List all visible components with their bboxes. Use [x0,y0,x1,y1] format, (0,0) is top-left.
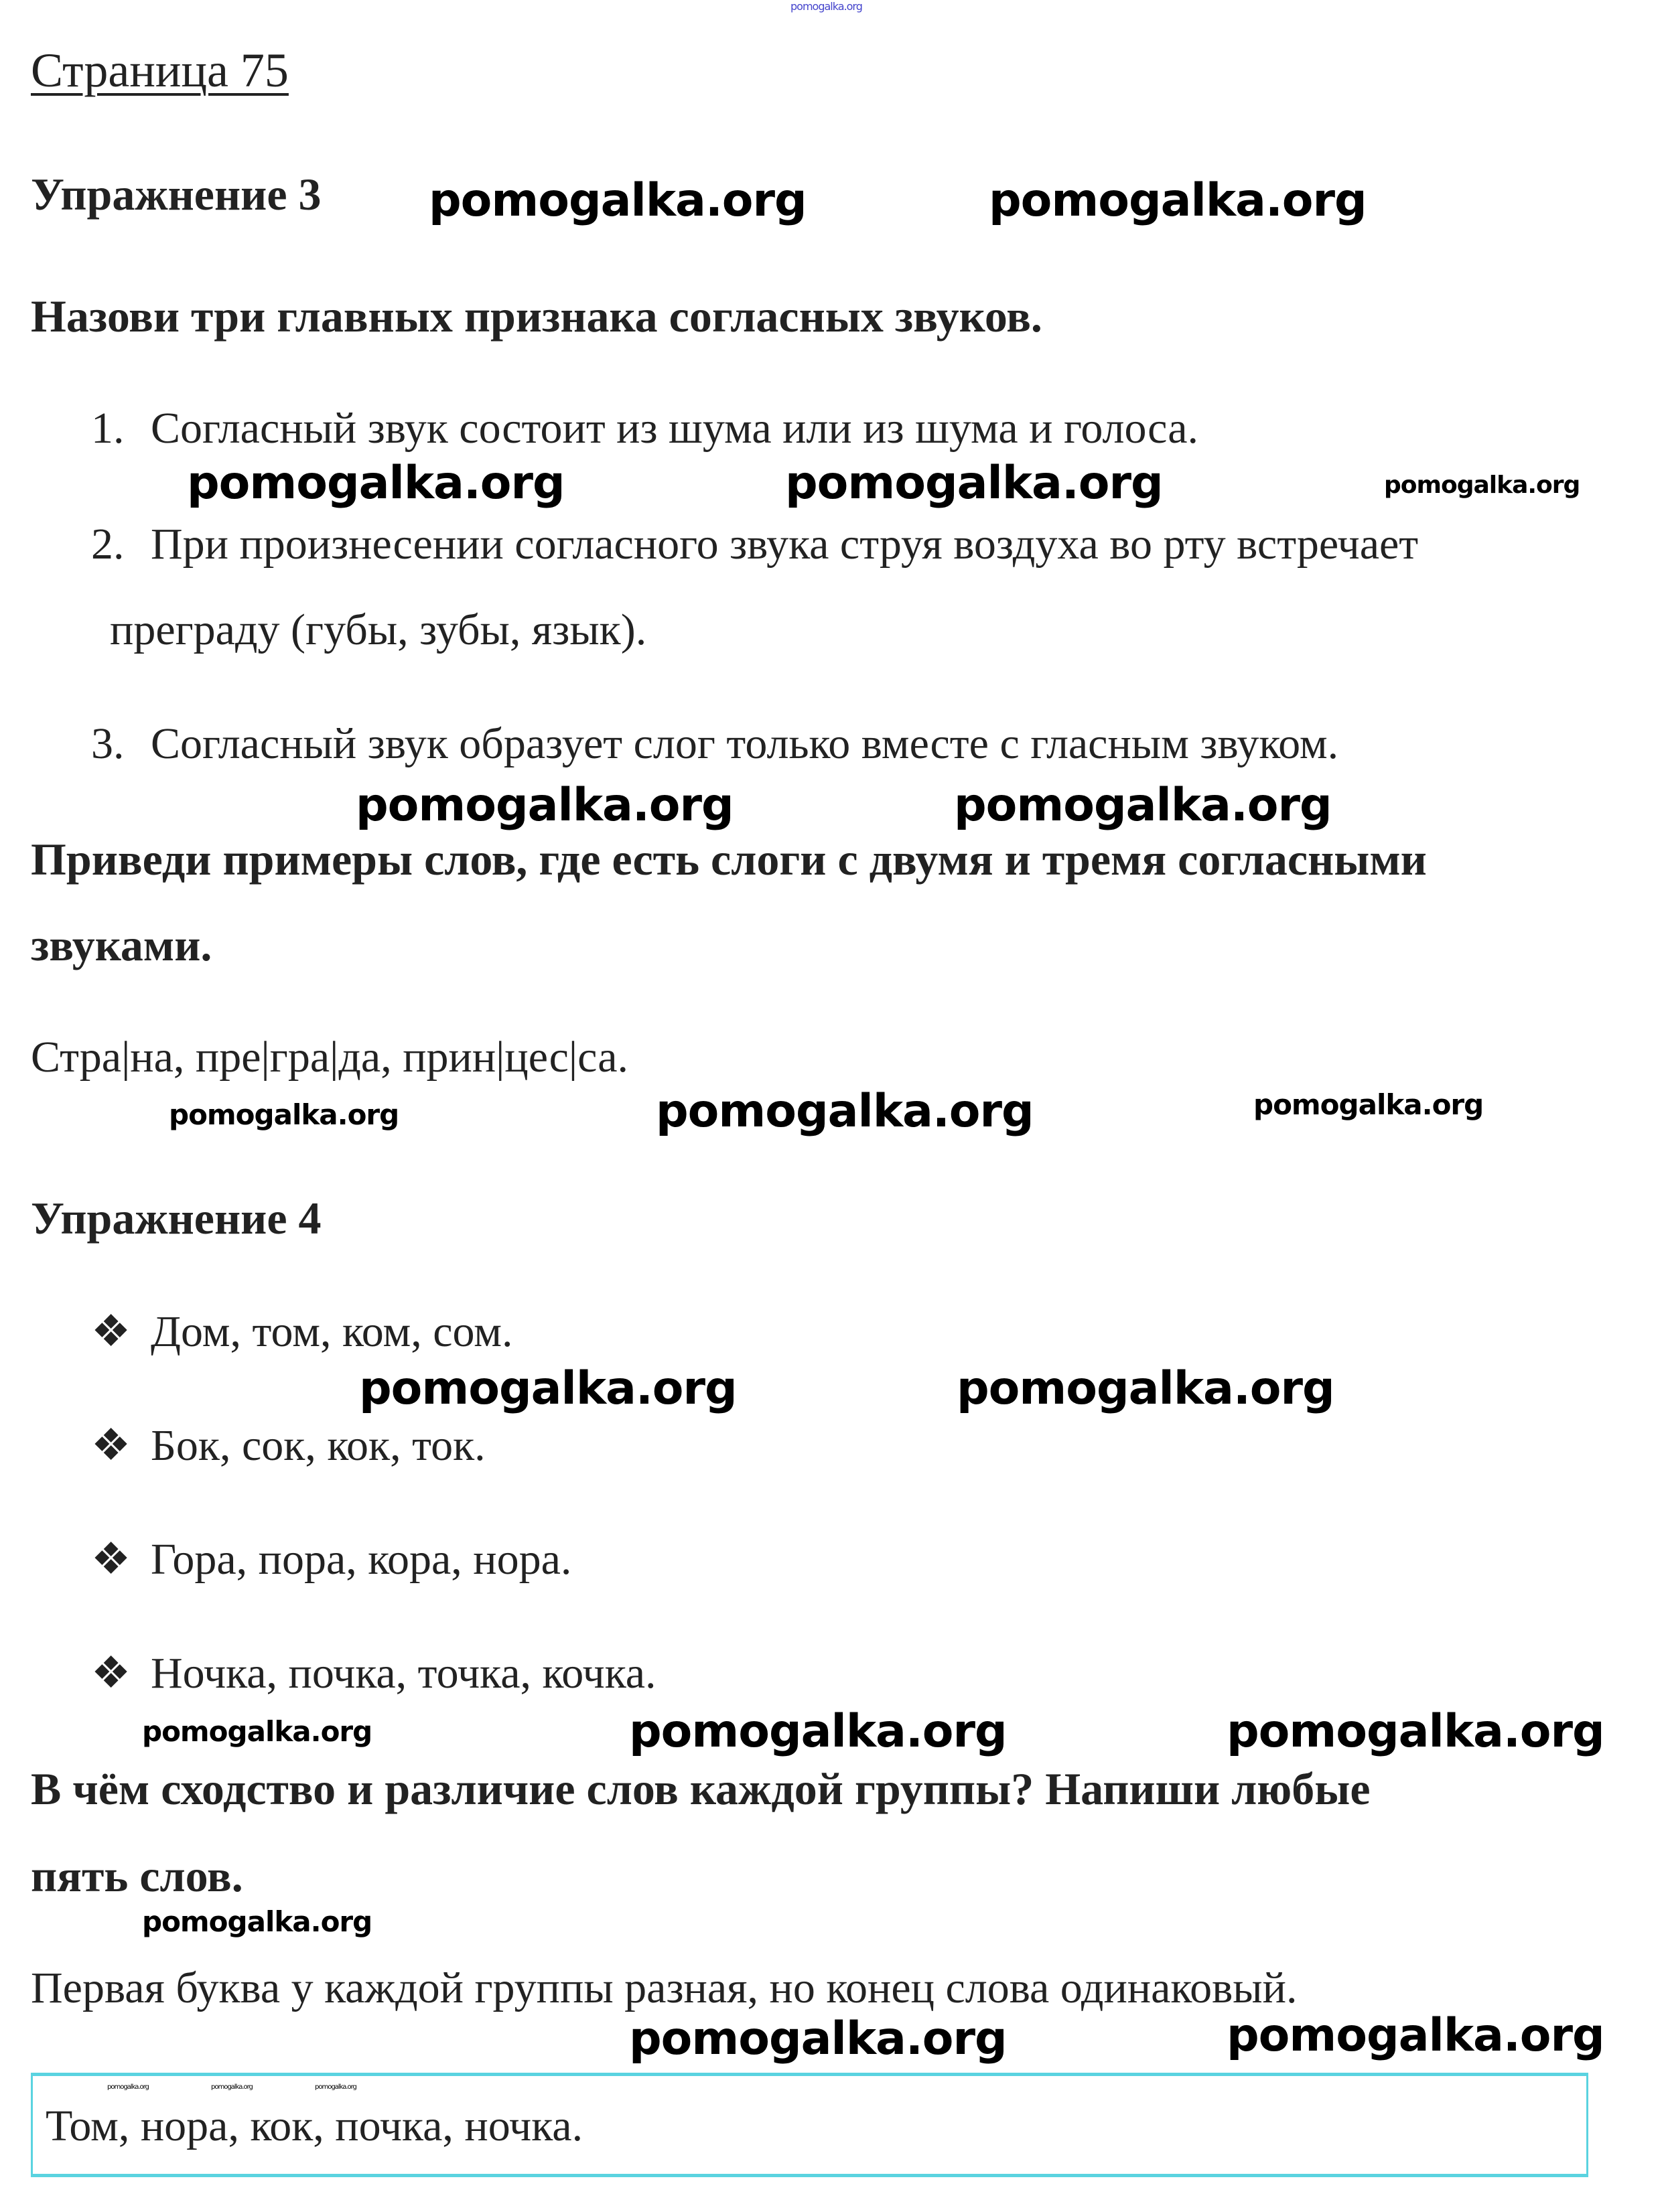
watermark: pomogalka.org [1227,2009,1604,2062]
exercise-3-question-2: Приведи примеры слов, где есть слоги с двумя и тремя согласными [31,834,1427,885]
list-item: Ночка, почка, точка, кочка. [151,1649,656,1698]
watermark: pomogalka.org [1384,471,1580,499]
exercise-4-heading: Упражнение 4 [31,1193,322,1244]
boxed-answer: Том, нора, кок, почка, ночка. [46,2102,583,2150]
watermark: pomogalka.org [356,779,734,832]
watermark: pomogalka.org [142,1905,372,1938]
watermark: pomogalka.org [359,1362,737,1415]
watermark: pomogalka.org [656,1085,1034,1138]
watermark: pomogalka.org [954,779,1332,832]
watermark: pomogalka.org [1253,1088,1484,1121]
watermark: pomogalka.org [629,1705,1007,1758]
list-item: Дом, том, ком, сом. [151,1307,513,1356]
exercise-4-question-cont: пять слов. [31,1850,243,1901]
list-item: Согласный звук состоит из шума или из шума и голоса. [151,404,1198,453]
watermark: pomogalka.org [957,1362,1334,1415]
watermark: pomogalka.org [989,174,1367,227]
exercise-3-question-2-cont: звуками. [31,919,212,970]
watermark: pomogalka.org [107,2083,149,2091]
bullet-icon: ❖ [91,1649,131,1698]
watermark: pomogalka.org [629,2012,1007,2065]
exercise-3-answer: Стра|на, пре|гра|да, прин|цес|са. [31,1033,629,1082]
watermark: pomogalka.org [429,174,807,227]
watermark: pomogalka.org [1227,1705,1604,1758]
list-item-number: 2. [91,520,125,569]
watermark: pomogalka.org [211,2083,253,2091]
watermark: pomogalka.org [169,1098,399,1131]
list-item: При произнесении согласного звука струя воздуха во рту встречает [151,520,1419,569]
bullet-icon: ❖ [91,1307,131,1356]
list-item-number: 1. [91,404,125,453]
list-item-continuation: преграду (губы, зубы, язык). [110,605,647,654]
watermark: pomogalka.org [142,1715,372,1748]
exercise-4-question: В чём сходство и различие слов каждой группы? Напиши любые [31,1763,1371,1814]
bullet-icon: ❖ [91,1421,131,1470]
page-title: Страница 75 [31,44,289,97]
exercise-3-question-1: Назови три главных признака согласных звуков. [31,291,1042,342]
list-item-number: 3. [91,719,125,768]
watermark: pomogalka.org [790,0,862,13]
watermark: pomogalka.org [315,2083,356,2091]
exercise-4-answer: Первая буква у каждой группы разная, но конец слова одинаковый. [31,1964,1298,2012]
list-item: Гора, пора, кора, нора. [151,1535,572,1584]
list-item: Согласный звук образует слог только вместе с гласным звуком. [151,719,1339,768]
list-item: Бок, сок, кок, ток. [151,1421,486,1470]
watermark: pomogalka.org [785,457,1163,510]
bullet-icon: ❖ [91,1535,131,1584]
watermark: pomogalka.org [187,457,565,510]
exercise-3-heading: Упражнение 3 [31,169,322,220]
